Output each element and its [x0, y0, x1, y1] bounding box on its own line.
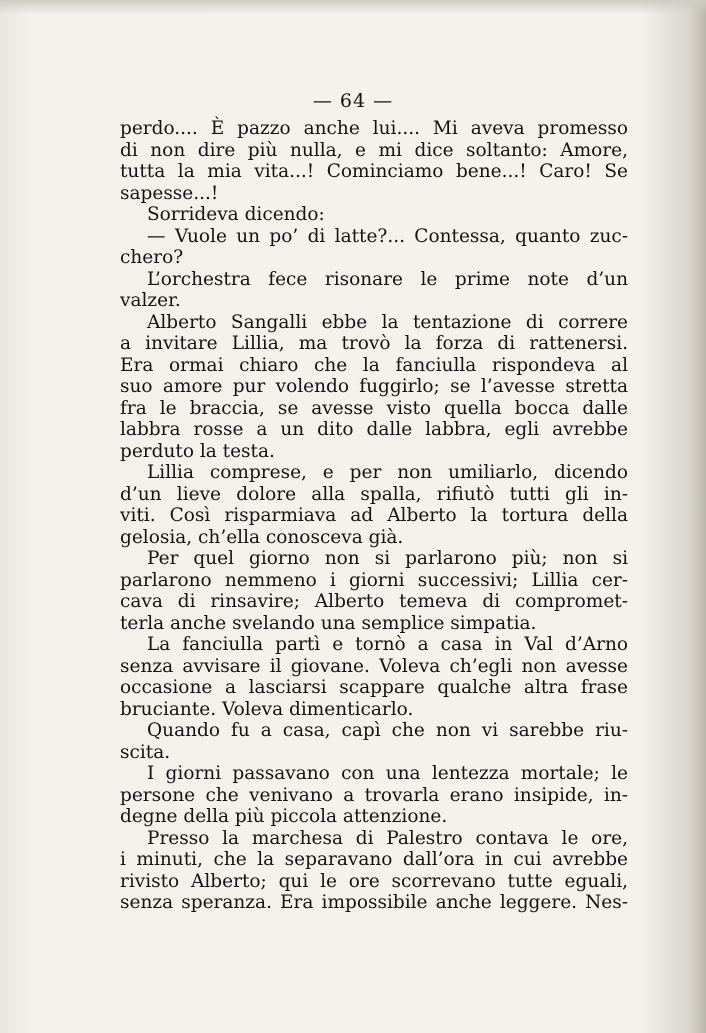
- text-line: parlarono nemmeno i giorni successivi; Lillia cer-: [120, 569, 628, 591]
- text-line: L’orchestra fece risonare le prime note d’un: [147, 268, 628, 290]
- text-line: fra le braccia, se avesse visto quella bocca dalle: [120, 397, 628, 419]
- text-line: labbra rosse a un dito dalle labbra, egli avrebbe: [120, 419, 628, 440]
- text-line: perdo.... È pazzo anche lui.... Mi aveva promesso: [120, 118, 628, 139]
- text-line: terla anche svelando una semplice simpatia.: [120, 612, 537, 634]
- text-line: Quando fu a casa, capì che non vi sarebbe riu-: [147, 720, 628, 741]
- text-line: senza avvisare il giovane. Voleva ch’egli non avesse: [120, 655, 628, 677]
- text-line: tutta la mia vita...! Cominciamo bene...! Caro! Se: [120, 161, 628, 182]
- text-line: occasione a lasciarsi scappare qualche altra frase: [120, 677, 628, 698]
- text-line: Era ormai chiaro che la fanciulla rispondeva al: [120, 354, 628, 376]
- text-line: suo amore pur volendo fuggirlo; se l’avesse stretta: [120, 376, 628, 397]
- text-line: a invitare Lillia, ma trovò la forza di rattenersi.: [120, 333, 628, 354]
- text-line: perduto la testa.: [120, 440, 275, 462]
- text-line: Alberto Sangalli ebbe la tentazione di correre: [147, 311, 628, 333]
- text-line: Sorrideva dicendo:: [147, 204, 325, 225]
- page-edge-shadow: [0, 0, 706, 14]
- text-line: sapesse...!: [120, 182, 219, 204]
- text-line: degne della più piccola attenzione.: [120, 806, 448, 827]
- text-line: viti. Così risparmiava ad Alberto la tortura della: [120, 505, 628, 526]
- text-line: senza speranza. Era impossibile anche leggere. Nes-: [120, 892, 628, 913]
- text-line: d’un lieve dolore alla spalla, rifiutò tutti gli in-: [120, 483, 628, 505]
- text-line: valzer.: [120, 290, 181, 311]
- text-line: bruciante. Voleva dimenticarlo.: [120, 698, 414, 720]
- text-line: Lillia comprese, e per non umiliarlo, dicendo: [147, 462, 628, 483]
- text-line: di non dire più nulla, e mi dice soltanto: Amore,: [120, 139, 628, 161]
- text-line: rivisto Alberto; qui le ore scorrevano tutte eguali,: [120, 870, 628, 892]
- text-line: La fanciulla partì e tornò a casa in Val d’Arno: [147, 634, 628, 655]
- text-line: cava di rinsavire; Alberto temeva di compromet-: [120, 591, 628, 612]
- page-number: — 64 —: [312, 90, 394, 112]
- text-line: i minuti, che la separavano dall’ora in cui avrebbe: [120, 849, 628, 870]
- text-line: — Vuole un po’ di latte?... Contessa, quanto zuc-: [147, 225, 628, 247]
- text-line: persone che venivano a trovarla erano insipide, in-: [120, 784, 628, 806]
- text-line: chero?: [120, 247, 184, 268]
- text-line: Per quel giorno non si parlarono più; non si: [147, 548, 628, 569]
- text-line: scita.: [120, 741, 171, 763]
- body-text: [120, 118, 628, 914]
- text-line: gelosia, ch’ella conosceva già.: [120, 526, 404, 548]
- text-line: Presso la marchesa di Palestro contava le ore,: [147, 827, 628, 849]
- text-line: I giorni passavano con una lentezza mortale; le: [147, 763, 628, 784]
